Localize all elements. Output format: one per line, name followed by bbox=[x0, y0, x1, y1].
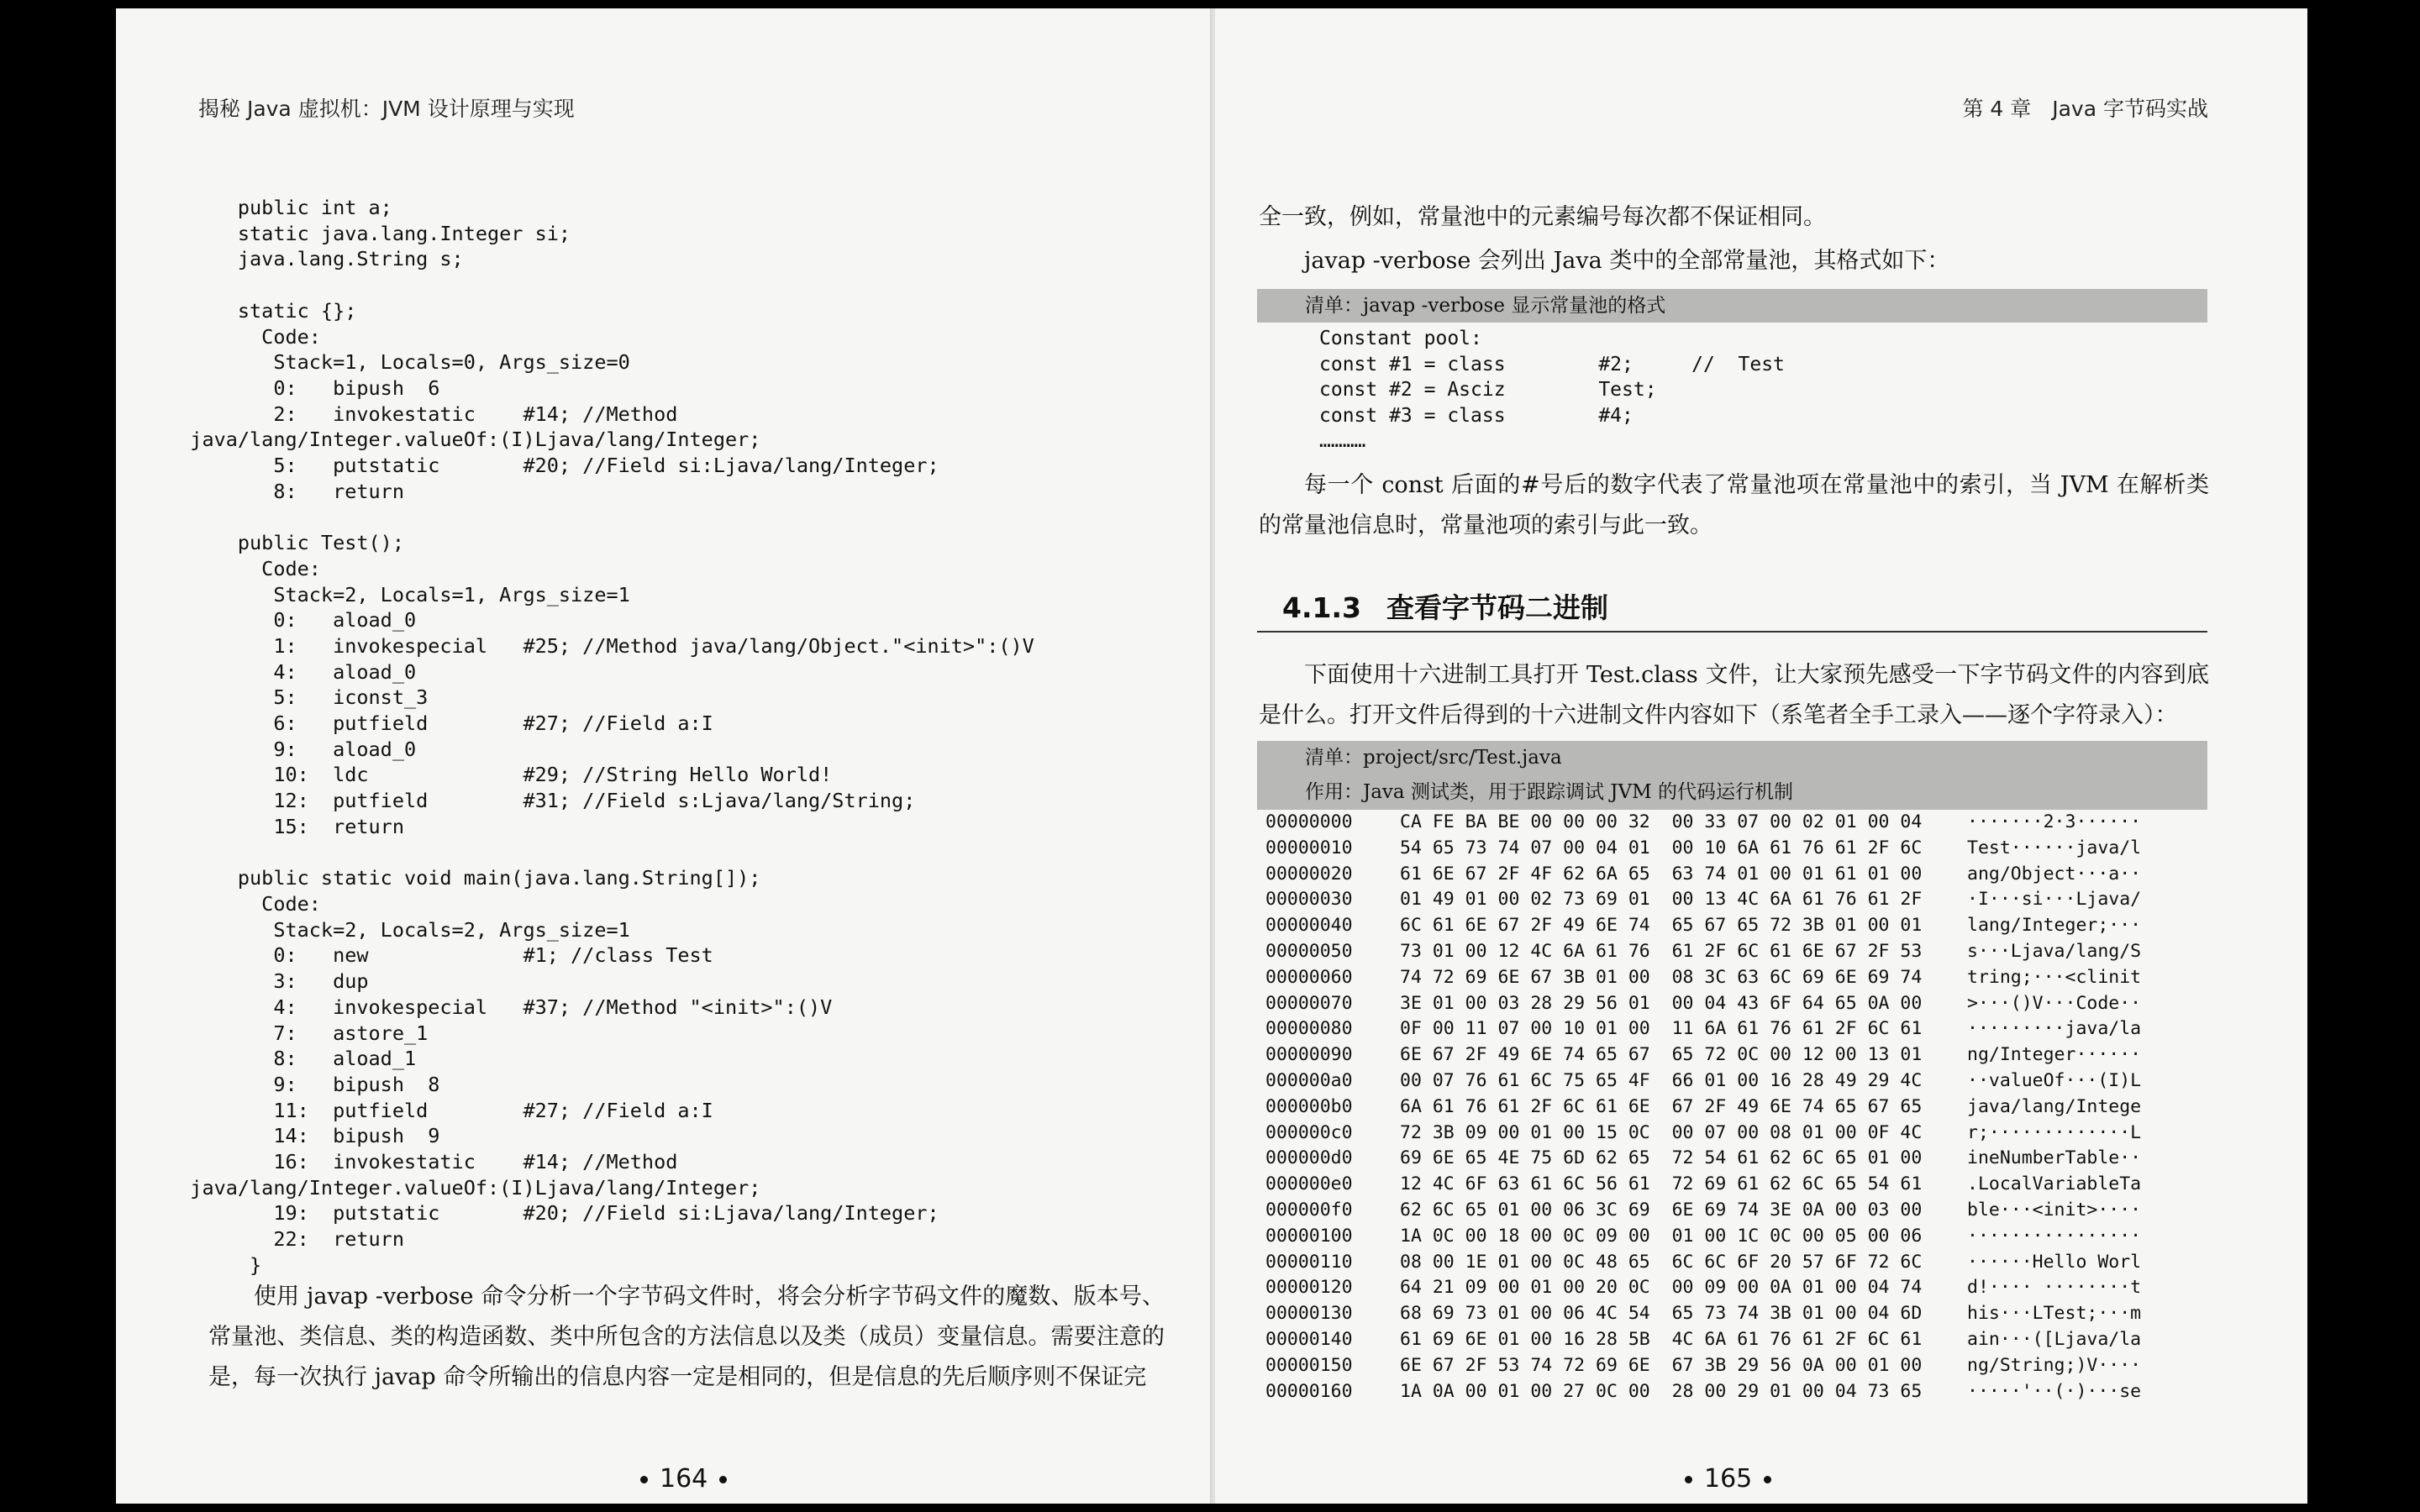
hex-bytes: 74 72 69 6E 67 3B 01 00 08 3C 63 6C 69 6E 69 74 bbox=[1400, 966, 1923, 988]
hex-row bbox=[1265, 836, 2173, 862]
hex-ascii: ················ bbox=[1967, 1225, 2142, 1247]
hex-bytes: CA FE BA BE 00 00 00 32 00 33 07 00 02 01 00 04 bbox=[1400, 811, 1923, 832]
hex-row bbox=[1265, 1275, 2173, 1301]
hex-row bbox=[1265, 1250, 2173, 1276]
hex-bytes: 61 69 6E 01 00 16 28 5B 4C 6A 61 76 61 2F 6C 61 bbox=[1400, 1328, 1923, 1350]
hex-row bbox=[1265, 1068, 2173, 1095]
hex-address: 00000080 bbox=[1265, 1018, 1353, 1040]
hex-listing-purpose: 作用：Java 测试类，用于跟踪调试 JVM 的代码运行机制 bbox=[1305, 781, 1793, 803]
hex-ascii: ·····'··(·)···se bbox=[1967, 1380, 2142, 1402]
hex-ascii: ·I···si···Ljava/ bbox=[1967, 889, 2142, 911]
constant-pool-listing: Constant pool: const #1 = class #2; // Test const #2 = Asciz Test; const #3 = class #4; ………… bbox=[1319, 328, 1785, 452]
hex-row bbox=[1265, 1095, 2173, 1121]
hex-address: 00000070 bbox=[1265, 992, 1353, 1014]
hex-row bbox=[1265, 862, 2173, 888]
hex-row bbox=[1265, 1327, 2173, 1353]
hex-ascii: ······Hello Worl bbox=[1967, 1251, 2142, 1273]
hex-ascii: s···Ljava/lang/S bbox=[1967, 940, 2142, 962]
hex-address: 00000100 bbox=[1265, 1225, 1353, 1247]
hex-bytes: 6E 67 2F 49 6E 74 65 67 65 72 0C 00 12 00 13 01 bbox=[1400, 1044, 1923, 1066]
hex-address: 00000050 bbox=[1265, 940, 1353, 962]
hex-listing-title: 清单：project/src/Test.java bbox=[1305, 747, 1562, 769]
left-running-head: 揭秘 Java 虚拟机：JVM 设计原理与实现 bbox=[198, 97, 575, 121]
hex-bytes: 64 21 09 00 01 00 20 0C 00 09 00 0A 01 00 04 74 bbox=[1400, 1277, 1923, 1299]
bytecode-listing: public int a; static java.lang.Integer si; java.lang.String s; static {}; Code: Stack=1, Locals=0, Args_size=0 0: bipush 6 2: invokestatic #14; //Method java/lang/Integer.valueOf:(I)Ljava/lang/Integer; 5: putstatic #20; //Field si:Ljava/lang/Integer; 8: return public Test(); Code: Stack=2, Locals=1, Args_size=1 0: aload_0 1: invokespecial #25; //Method java/lang/Object."<init>":()V 4: aload_0 5: iconst_3 6: putfield #27; //Field a:I 9: aload_0 10: ldc #29; //String Hello World! 12: putfield #31; //Field s:Ljava/lang/String; 15: return public static void main(java.lang.String[]); Code: Stack=2, Locals=2, Args_size=1 0: new #1; //class Test 3: dup 4: invokespecial #37; //Method "<init>":()V 7: astore_1 8: aload_1 9: bipush 8 11: putfield #27; //Field a:I 14: bipush 9 16: invokestatic #14; //Method java/lang/Integer.valueOf:(I)Ljava/lang/Integer; 19: putstatic #20; //Field si:Ljava/lang/Integer; 22: return } bbox=[190, 196, 1034, 1277]
hex-ascii: java/lang/Intege bbox=[1967, 1095, 2142, 1117]
right-page-number: 165 bbox=[1673, 1464, 1783, 1494]
hex-address: 000000d0 bbox=[1265, 1147, 1353, 1169]
hex-row bbox=[1265, 1198, 2173, 1224]
hex-bytes: 1A 0A 00 01 00 27 0C 00 28 00 29 01 00 04 73 65 bbox=[1400, 1380, 1923, 1402]
section-paragraph: 下面使用十六进制工具打开 Test.class 文件，让大家预先感受一下字节码文件的内容到底是什么。打开文件后得到的十六进制文件内容如下（系笔者全手工录入——逐个字符录入）： bbox=[1259, 662, 2209, 728]
section-rule bbox=[1257, 631, 2207, 633]
hex-address: 000000a0 bbox=[1265, 1069, 1353, 1091]
hex-bytes: 1A 0C 00 18 00 0C 09 00 01 00 1C 0C 00 05 00 06 bbox=[1400, 1225, 1923, 1247]
hex-bytes: 08 00 1E 01 00 0C 48 65 6C 6C 6F 20 57 6F 72 6C bbox=[1400, 1251, 1923, 1273]
hex-address: 00000140 bbox=[1265, 1328, 1353, 1350]
hex-bytes: 00 07 76 61 6C 75 65 4F 66 01 00 16 28 49 29 4C bbox=[1400, 1069, 1923, 1091]
hex-ascii: ain···([Ljava/la bbox=[1967, 1328, 2142, 1350]
hex-address: 00000130 bbox=[1265, 1303, 1353, 1325]
hex-row bbox=[1265, 1301, 2173, 1327]
hex-row bbox=[1265, 887, 2173, 913]
hex-ascii: ··valueOf···(I)L bbox=[1967, 1069, 2142, 1091]
hex-bytes: 72 3B 09 00 01 00 15 0C 00 07 00 08 01 00 0F 4C bbox=[1400, 1121, 1923, 1143]
hex-address: 00000090 bbox=[1265, 1044, 1353, 1066]
right-running-head: 第 4 章 Java 字节码实战 bbox=[1962, 97, 2208, 121]
hex-ascii: lang/Integer;··· bbox=[1967, 915, 2142, 937]
hex-bytes: 73 01 00 12 4C 6A 61 76 61 2F 6C 61 6E 67 2F 53 bbox=[1400, 940, 1923, 962]
hex-bytes: 3E 01 00 03 28 29 56 01 00 04 43 6F 64 65 0A 00 bbox=[1400, 992, 1923, 1014]
hex-row bbox=[1265, 1224, 2173, 1250]
hex-row bbox=[1265, 1379, 2173, 1405]
listing-title-bar: 清单：javap -verbose 显示常量池的格式 bbox=[1257, 289, 2207, 323]
left-page-number: 164 bbox=[629, 1464, 739, 1494]
hex-address: 00000160 bbox=[1265, 1380, 1353, 1402]
hex-ascii: ang/Object···a·· bbox=[1967, 863, 2142, 885]
hex-ascii: ·······2·3······ bbox=[1967, 811, 2142, 832]
hex-bytes: 61 6E 67 2F 4F 62 6A 65 63 74 01 00 01 61 01 00 bbox=[1400, 863, 1923, 885]
left-page bbox=[116, 8, 1213, 1504]
hex-address: 000000f0 bbox=[1265, 1199, 1353, 1221]
hex-row bbox=[1265, 810, 2173, 836]
hex-row bbox=[1265, 991, 2173, 1017]
hex-ascii: ineNumberTable·· bbox=[1967, 1147, 2142, 1169]
hex-address: 00000010 bbox=[1265, 837, 1353, 858]
hex-bytes: 62 6C 65 01 00 06 3C 69 6E 69 74 3E 0A 00 03 00 bbox=[1400, 1199, 1923, 1221]
hex-bytes: 69 6E 65 4E 75 6D 62 65 72 54 61 62 6C 65 01 00 bbox=[1400, 1147, 1923, 1169]
hex-ascii: ng/Integer······ bbox=[1967, 1044, 2142, 1066]
hex-ascii: .LocalVariableTa bbox=[1967, 1173, 2142, 1195]
hex-address: 000000e0 bbox=[1265, 1173, 1353, 1195]
hex-ascii: tring;···<clinit bbox=[1967, 966, 2142, 988]
hex-row bbox=[1265, 1121, 2173, 1147]
hex-address: 00000110 bbox=[1265, 1251, 1353, 1273]
explanation-paragraph: 每一个 const 后面的#号后的数字代表了常量池项在常量池中的索引，当 JVM 在解析类的常量池信息时，常量池项的索引与此一致。 bbox=[1259, 472, 2209, 538]
hex-ascii: ble···<init>···· bbox=[1967, 1199, 2142, 1221]
hex-row bbox=[1265, 913, 2173, 939]
hex-bytes: 6E 67 2F 53 74 72 69 6E 67 3B 29 56 0A 00 01 00 bbox=[1400, 1354, 1923, 1376]
hex-dump bbox=[1265, 810, 2173, 1404]
left-paragraph: 使用 javap -verbose 命令分析一个字节码文件时，将会分析字节码文件的魔数、版本号、常量池、类信息、类的构造函数、类中所包含的方法信息以及类（成员）变量信息。需要注意的是，每一次执行 javap 命令所输出的信息内容一定是相同的，但是信息的先后顺序则不保证完 bbox=[208, 1284, 1165, 1390]
right-page bbox=[1215, 8, 2307, 1504]
hex-ascii: Test······java/l bbox=[1967, 837, 2142, 858]
hex-address: 000000c0 bbox=[1265, 1121, 1353, 1143]
hex-listing-header bbox=[1257, 741, 2207, 810]
hex-ascii: d!···· ········t bbox=[1967, 1277, 2142, 1299]
hex-address: 00000060 bbox=[1265, 966, 1353, 988]
hex-bytes: 68 69 73 01 00 06 4C 54 65 73 74 3B 01 00 04 6D bbox=[1400, 1303, 1923, 1325]
hex-address: 00000000 bbox=[1265, 811, 1353, 832]
hex-row bbox=[1265, 965, 2173, 991]
hex-row bbox=[1265, 1172, 2173, 1198]
section-number: 4.1.3 bbox=[1282, 591, 1361, 624]
hex-ascii: >···()V···Code·· bbox=[1967, 992, 2142, 1014]
hex-row bbox=[1265, 1042, 2173, 1068]
hex-row bbox=[1265, 1146, 2173, 1172]
hex-address: 00000150 bbox=[1265, 1354, 1353, 1376]
hex-address: 000000b0 bbox=[1265, 1095, 1353, 1117]
hex-bytes: 54 65 73 74 07 00 04 01 00 10 6A 61 76 61 2F 6C bbox=[1400, 837, 1923, 858]
hex-row bbox=[1265, 1353, 2173, 1379]
hex-bytes: 0F 00 11 07 00 10 01 00 11 6A 61 76 61 2F 6C 61 bbox=[1400, 1018, 1923, 1040]
intro-paragraph: javap -verbose 会列出 Java 类中的全部常量池，其格式如下： bbox=[1304, 248, 1950, 274]
continued-paragraph: 全一致，例如，常量池中的元素编号每次都不保证相同。 bbox=[1259, 204, 1826, 230]
section-heading bbox=[1282, 586, 1608, 626]
hex-row bbox=[1265, 939, 2173, 965]
hex-row bbox=[1265, 1016, 2173, 1042]
section-title-text: 查看字节码二进制 bbox=[1386, 591, 1608, 624]
hex-address: 00000120 bbox=[1265, 1277, 1353, 1299]
hex-ascii: ng/String;)V···· bbox=[1967, 1354, 2142, 1376]
hex-address: 00000030 bbox=[1265, 889, 1353, 911]
hex-ascii: r;·············L bbox=[1967, 1121, 2142, 1143]
hex-address: 00000040 bbox=[1265, 915, 1353, 937]
hex-bytes: 6C 61 6E 67 2F 49 6E 74 65 67 65 72 3B 01 00 01 bbox=[1400, 915, 1923, 937]
hex-ascii: his···LTest;···m bbox=[1967, 1303, 2142, 1325]
hex-ascii: ·········java/la bbox=[1967, 1018, 2142, 1040]
hex-address: 00000020 bbox=[1265, 863, 1353, 885]
hex-bytes: 12 4C 6F 63 61 6C 56 61 72 69 61 62 6C 65 54 61 bbox=[1400, 1173, 1923, 1195]
hex-bytes: 01 49 01 00 02 73 69 01 00 13 4C 6A 61 76 61 2F bbox=[1400, 889, 1923, 911]
hex-bytes: 6A 61 76 61 2F 6C 61 6E 67 2F 49 6E 74 65 67 65 bbox=[1400, 1095, 1923, 1117]
